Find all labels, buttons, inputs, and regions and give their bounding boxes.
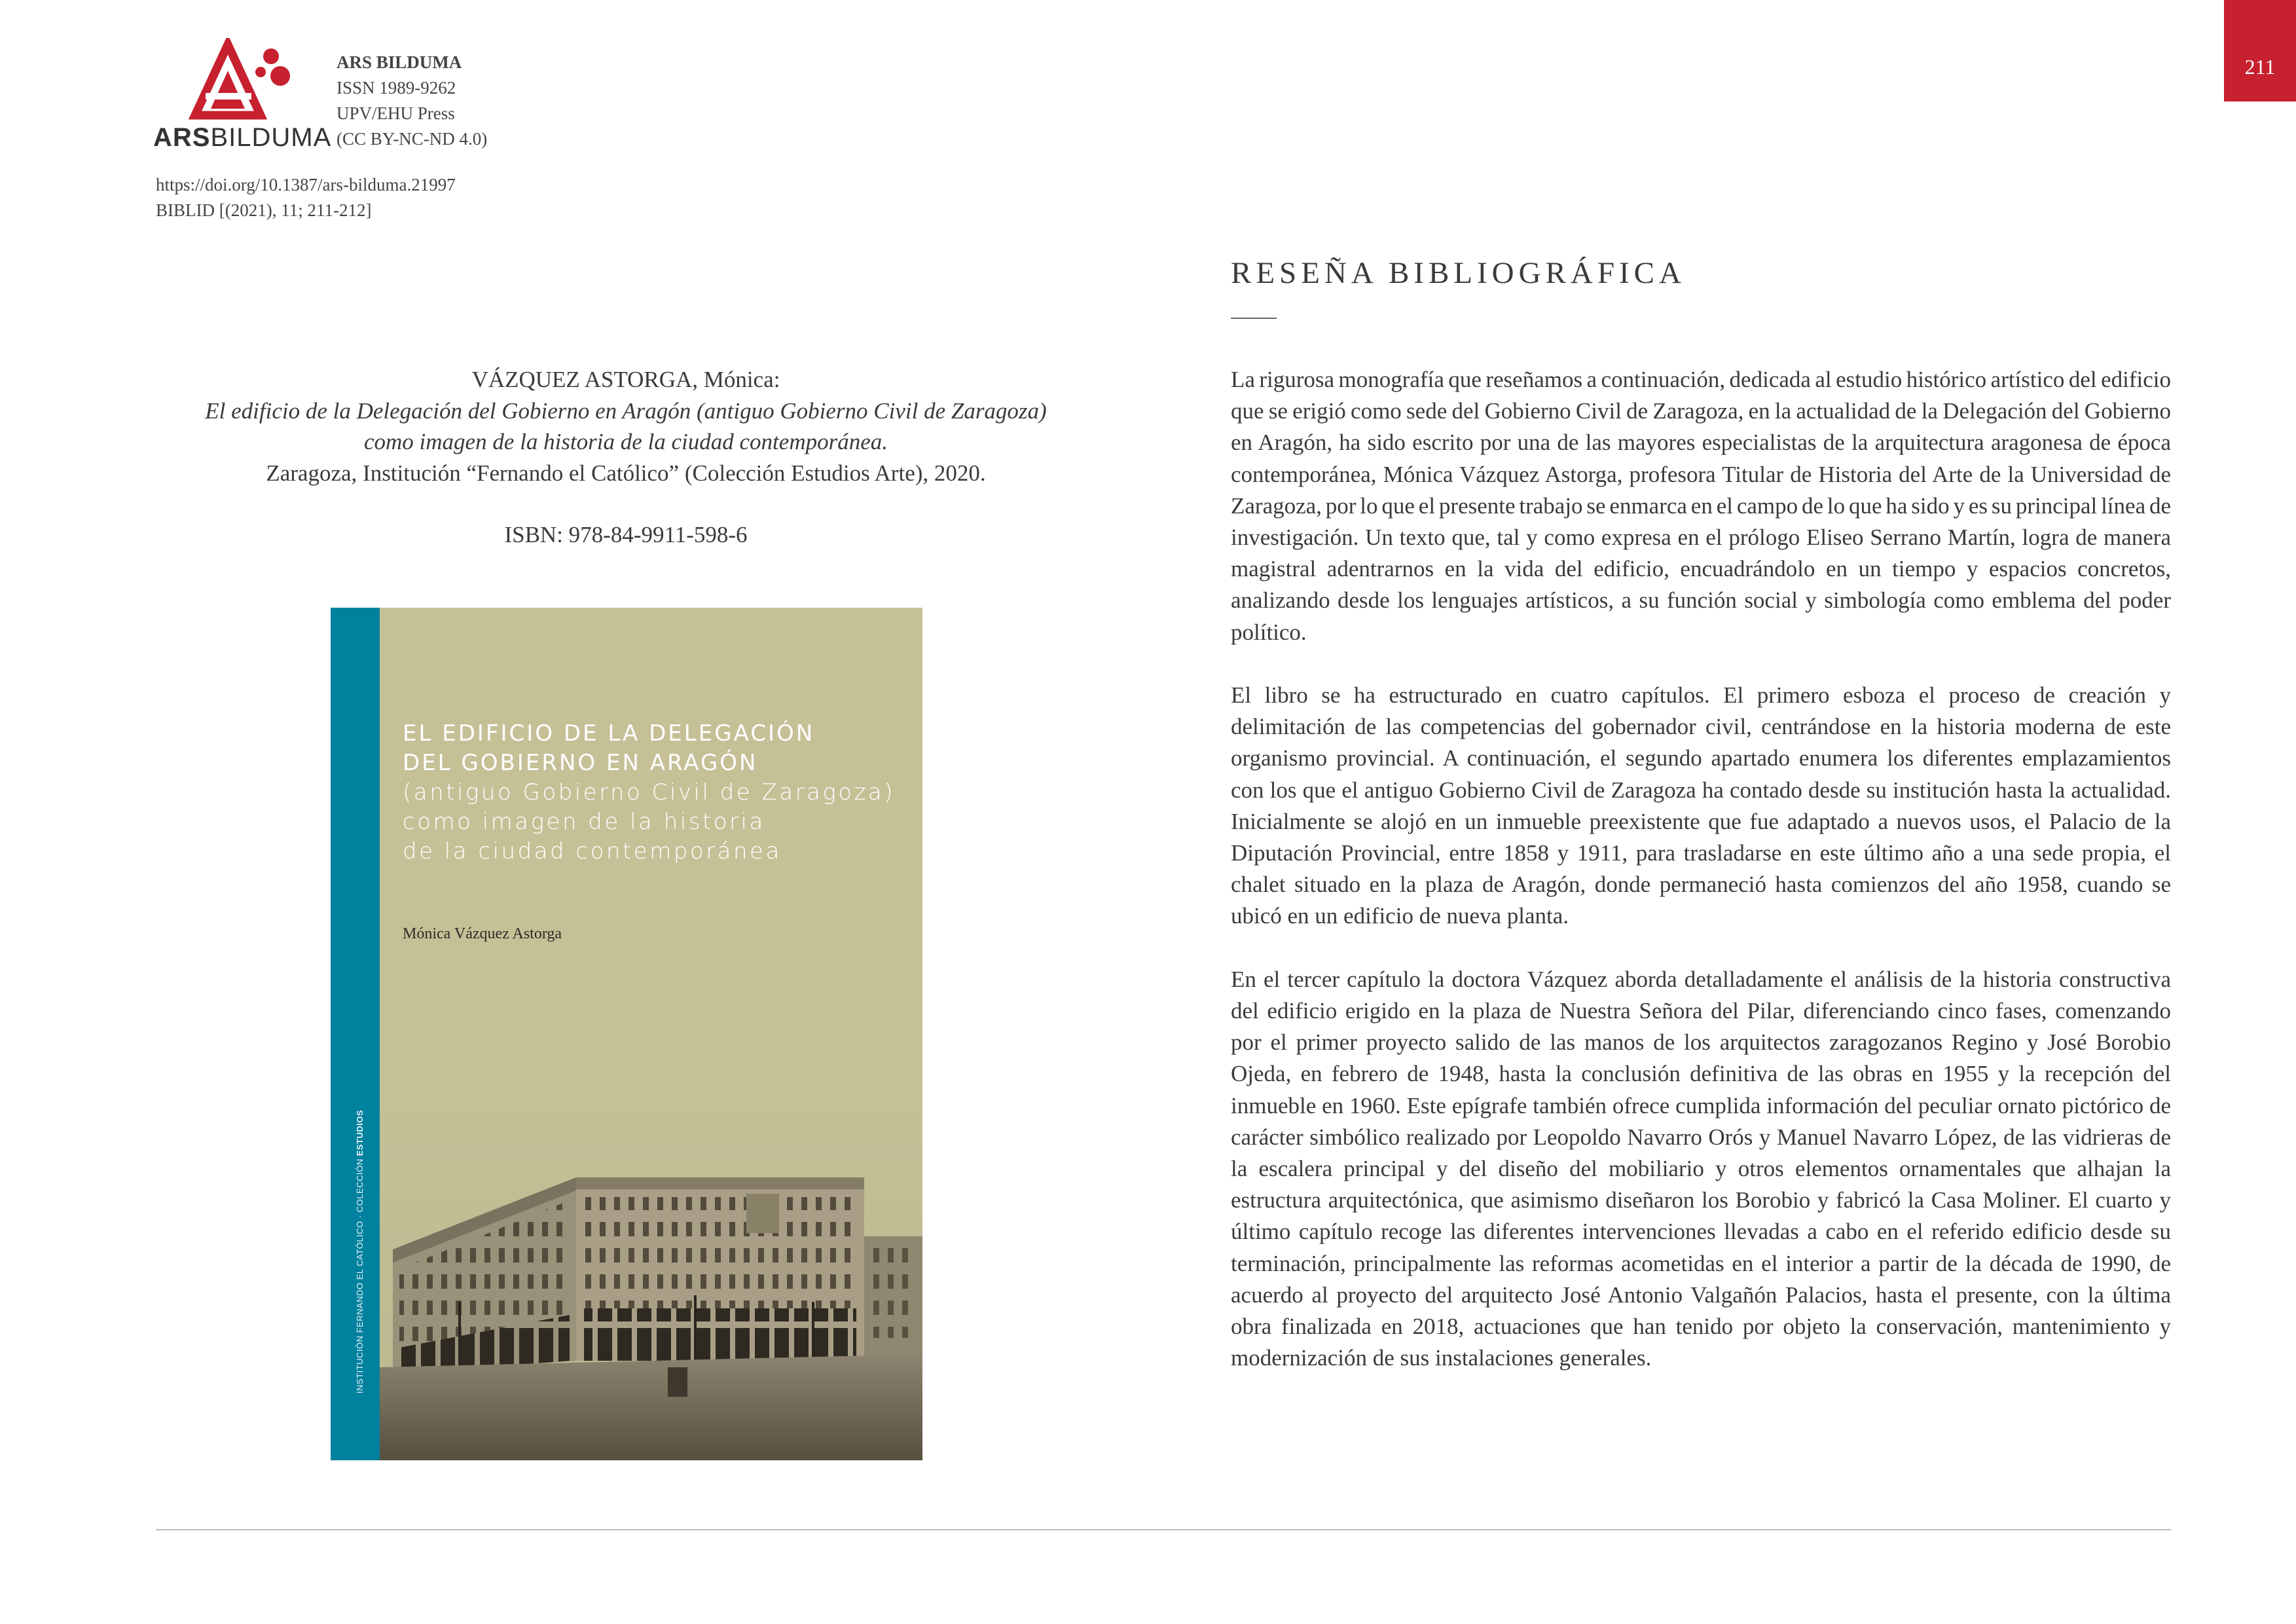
book-cover <box>331 608 922 1460</box>
footer-divider <box>156 1529 2171 1530</box>
cover-title <box>403 719 900 866</box>
building-photo-icon <box>380 1086 922 1460</box>
journal-info <box>337 50 487 152</box>
page-number: 211 <box>2224 0 2296 101</box>
cover-title-line: EL EDIFICIO DE LA DELEGACIÓN <box>403 720 815 747</box>
logo-wordmark: ARSBILDUMA <box>153 123 332 152</box>
article-identifiers <box>156 172 456 223</box>
book-citation <box>152 364 1100 551</box>
doi-link[interactable]: https://doi.org/10.1387/ars-bilduma.21997 <box>156 175 456 194</box>
cover-spine-text: INSTITUCIÓN FERNANDO EL CATÓLICO · COLECCIÓN ESTUDIOS <box>355 1109 365 1393</box>
cover-author: Mónica Vázquez Astorga <box>403 925 562 942</box>
review-body <box>1231 364 2171 1406</box>
citation-author: VÁZQUEZ ASTORGA, Mónica: <box>471 367 780 392</box>
cover-subtitle-line: (antiguo Gobierno Civil de Zaragoza) <box>403 779 896 805</box>
cover-subtitle-line: como imagen de la historia <box>403 809 765 835</box>
section-divider <box>1231 318 1277 319</box>
ars-bilduma-logo-icon <box>187 38 312 123</box>
citation-title-line1: El edificio de la Delegación del Gobierno en Aragón (antiguo Gobierno Civil de Zaragoza) <box>205 397 1047 424</box>
cover-subtitle-line: de la ciudad contemporánea <box>403 838 782 864</box>
journal-logo <box>153 38 332 156</box>
review-paragraph: El libro se ha estructurado en cuatro capítulos. El primero esboza el proceso de creación y delimitación de las competencias del gobernador civil, centrándose en la historia moderna de este organismo provincial. A continuación, el segundo apartado enumera los diferentes emplazamientos con los que el antiguo Gobierno Civil de Zaragoza ha contado desde su institución hasta la actualidad. Inicialmente se alojó en un inmueble preexistente que fue adaptado a nuevos usos, el Palacio de la Diputación Provincial, entre 1858 y 1911, para trasladarse en este último año a una sede propia, el chalet situado en la plaza de Aragón, donde permaneció hasta comienzos del año 1958, cuando se ubicó en un edificio de nueva planta. <box>1231 682 2171 929</box>
review-paragraph: En el tercer capítulo la doctora Vázquez aborda detalladamente el análisis de la historia constructiva del edificio erigido en la plaza de Nuestra Señora del Pilar, diferenciando cinco fases, comenzando por el primer proyecto salido de las manos de los arquitectos zaragozanos Regino y José Borobio Ojeda, en febrero de 1948, hasta la conclusión definitiva de las obras en 1955 y la recepción del inmueble en 1960. Este epígrafe también ofrece cumplida información del peculiar ornato pictórico de carácter simbólico realizado por Leopoldo Navarro Orós y Manuel Navarro López, de las vidrieras de la escalera principal y del diseño del mobiliario y otros elementos ornamentales que alhajan la estructura arquitectónica, que asimismo diseñaron los Borobio y fabricó la Casa Moliner. El cuarto y último capítulo recoge las diferentes intervenciones llevadas a cabo en el referido edificio desde su terminación, principalmente las reformas acometidas en el interior a partir de la década de 1990, de acuerdo al proyecto del arquitecto José Antonio Valgañón Palacios, hasta el presente, con la última obra finalizada en 2018, actuaciones que han tenido por objeto la conservación, mantenimiento y modernización de sus instalaciones generales. <box>1231 966 2171 1371</box>
section-title: RESEÑA BIBLIOGRÁFICA <box>1231 256 1686 290</box>
journal-name: ARS BILDUMA <box>337 52 462 72</box>
journal-press: UPV/EHU Press <box>337 103 455 123</box>
citation-title-line2: como imagen de la historia de la ciudad contemporánea. <box>363 429 888 454</box>
review-paragraph: La rigurosa monografía que reseñamos a continuación, dedicada al estudio histórico artístico del edificio que se erigió como sede del Gobierno Civil de Zaragoza, en la actualidad de la Delegación del Gobierno en Aragón, ha sido escrito por una de las mayores especialistas de la arquitectura aragonesa de época contemporánea, Mónica Vázquez Astorga, profesora Titular de Historia del Arte de la Universidad de Zaragoza, por lo que el presente trabajo se enmarca en el campo de lo que ha sido y es su principal línea de investigación. Un texto que, tal y como expresa en el prólogo Eliseo Serrano Martín, logra de manera magistral adentrarnos en la vida del edificio, encuadrándolo en un tiempo y espacios concretos, analizando desde los lenguajes artísticos, a su función social y simbología como emblema del poder político. <box>1231 367 2171 645</box>
journal-license: (CC BY-NC-ND 4.0) <box>337 129 488 149</box>
citation-publisher: Zaragoza, Institución “Fernando el Católico” (Colección Estudios Arte), 2020. <box>266 460 986 486</box>
journal-issn: ISSN 1989-9262 <box>337 78 456 98</box>
biblid: BIBLID [(2021), 11; 211-212] <box>156 200 372 220</box>
cover-title-line: DEL GOBIERNO EN ARAGÓN <box>403 750 758 776</box>
citation-isbn: ISBN: 978-84-9911-598-6 <box>504 522 748 547</box>
